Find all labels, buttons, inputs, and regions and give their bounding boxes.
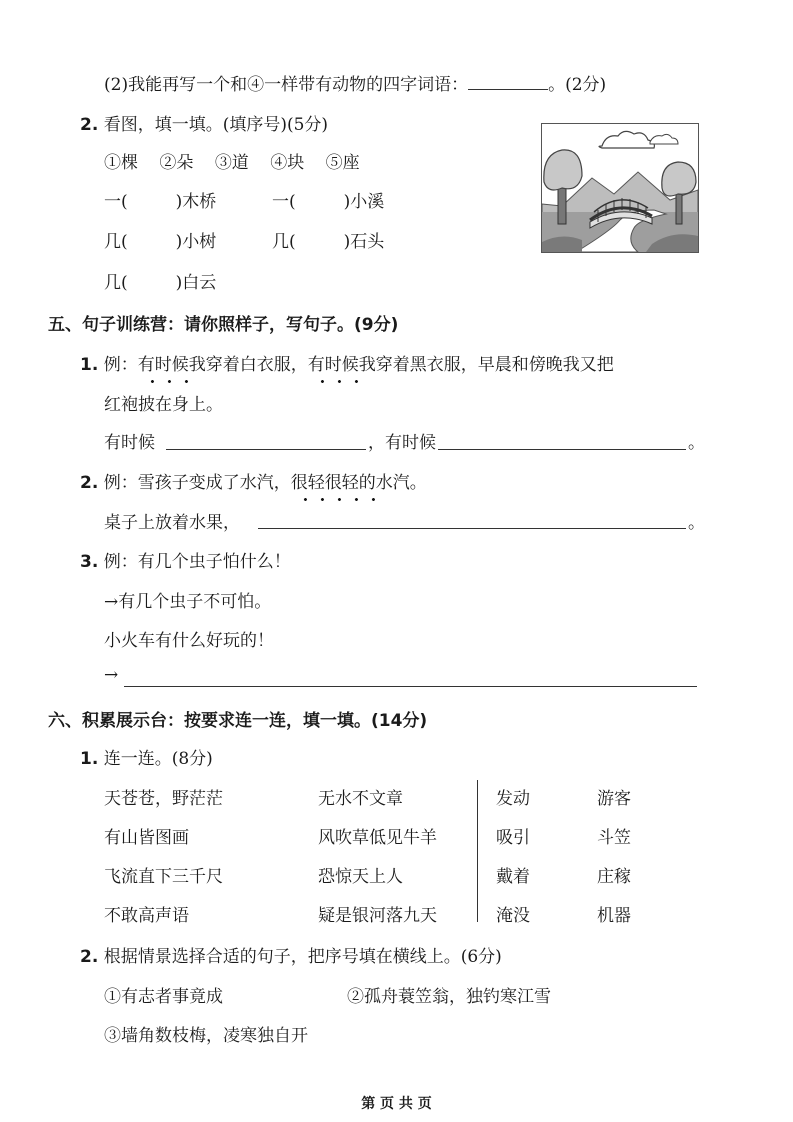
q2-option-2: ②朵 bbox=[159, 153, 194, 173]
q2-option-3: ③道 bbox=[214, 153, 249, 173]
p6-q1-title-line bbox=[80, 744, 213, 769]
q2-row2-left-open: 几( bbox=[104, 232, 128, 252]
p5-q1-mid-1: 我穿着白衣服， bbox=[188, 355, 308, 375]
q2-row1-left-word: )木桥 bbox=[175, 192, 217, 212]
column-divider bbox=[477, 780, 478, 922]
p5-q2-answer-line[interactable] bbox=[258, 528, 686, 529]
p6-col3-item-4[interactable]: 淹没 bbox=[496, 906, 530, 926]
q2-row-1a bbox=[104, 187, 216, 212]
p6-q2-title: 根据情景选择合适的句子，把序号填在横线上。(6分) bbox=[103, 947, 502, 967]
p6-col3-item-2[interactable]: 吸引 bbox=[496, 828, 530, 848]
q2-options bbox=[104, 148, 360, 173]
p5-q1-dotted-1: 有时候 bbox=[137, 355, 189, 375]
q1-2-end: 。(2分) bbox=[548, 75, 607, 95]
q2-title: 看图，填一填。(填序号)(5分) bbox=[103, 115, 329, 135]
p6-col1-item-4[interactable]: 不敢高声语 bbox=[104, 906, 189, 926]
q2-number: 2. bbox=[80, 115, 99, 135]
p5-q1-answer-line-1[interactable] bbox=[166, 449, 366, 450]
p5-q1-line1 bbox=[80, 350, 614, 375]
p5-q1-number: 1. bbox=[80, 355, 99, 375]
p6-q2-option-1: ①有志者事竟成 bbox=[104, 987, 223, 1007]
p5-q2-number: 2. bbox=[80, 473, 99, 493]
p6-q2-option-3: ③墙角数枝梅，凌寒独自开 bbox=[104, 1026, 308, 1046]
p5-q1-mid-2: 我穿着黑衣服，早晨和傍晚我又把 bbox=[358, 355, 614, 375]
p5-q2-fill: 桌子上放着水果， bbox=[104, 513, 240, 533]
p5-q3-arrow: → bbox=[104, 665, 119, 685]
q2-row2-left-word: )小树 bbox=[175, 232, 217, 252]
p6-col4-item-3[interactable]: 庄稼 bbox=[597, 867, 631, 887]
p5-q2-line bbox=[80, 468, 427, 493]
q2-title-line bbox=[80, 110, 328, 135]
p6-col3-item-1[interactable]: 发动 bbox=[496, 789, 530, 809]
q2-row1-right-word: )小溪 bbox=[343, 192, 385, 212]
p5-q2-dotted: 很轻很轻的 bbox=[290, 473, 376, 493]
p5-q1-fill-end: 。 bbox=[688, 433, 705, 453]
q2-option-5: ⑤座 bbox=[325, 153, 360, 173]
q2-row1-right-open: 一( bbox=[272, 192, 296, 212]
q1-2-text: (2)我能再写一个和④一样带有动物的四字词语： bbox=[104, 75, 469, 95]
q2-row-2b bbox=[272, 227, 384, 252]
p5-q2-fill-end: 。 bbox=[688, 513, 705, 533]
p6-col2-item-3[interactable]: 恐惊天上人 bbox=[318, 867, 403, 887]
p5-q3-answer-line[interactable] bbox=[124, 686, 697, 687]
q1-2-line bbox=[104, 70, 606, 95]
p5-q1-answer-line-2[interactable] bbox=[438, 449, 686, 450]
p6-col2-item-2[interactable]: 风吹草低见牛羊 bbox=[318, 828, 437, 848]
q2-row-1b bbox=[272, 187, 384, 212]
p5-q3-line1 bbox=[80, 547, 291, 572]
q2-row-2a bbox=[104, 227, 216, 252]
p5-q1-fill-b: ，有时候 bbox=[368, 433, 436, 453]
p6-col1-item-1[interactable]: 天苍苍，野茫茫 bbox=[104, 789, 223, 809]
q2-option-1: ①棵 bbox=[104, 153, 138, 173]
p6-col1-item-2[interactable]: 有山皆图画 bbox=[104, 828, 189, 848]
q2-row2-right-word: )石头 bbox=[343, 232, 385, 252]
p5-q3-number: 3. bbox=[80, 552, 99, 572]
p6-q1-number: 1. bbox=[80, 749, 99, 769]
p6-q2-number: 2. bbox=[80, 947, 99, 967]
bridge-landscape-illustration bbox=[541, 123, 699, 253]
p6-col4-item-1[interactable]: 游客 bbox=[597, 789, 631, 809]
p5-q2-post: 水汽。 bbox=[375, 473, 427, 493]
q2-row1-left-open: 一( bbox=[104, 192, 128, 212]
p6-col2-item-1[interactable]: 无水不文章 bbox=[318, 789, 403, 809]
part5-header: 五、句子训练营：请你照样子，写句子。(9分) bbox=[48, 315, 399, 335]
p6-q2-option-2: ②孤舟蓑笠翁，独钓寒江雪 bbox=[347, 987, 551, 1007]
p5-q1-prefix: 例： bbox=[103, 355, 138, 375]
q2-row3-left-word: )白云 bbox=[175, 273, 217, 293]
p5-q1-line2: 红袍披在身上。 bbox=[104, 395, 223, 415]
p5-q1-dotted-2: 有时候 bbox=[307, 355, 359, 375]
bridge-landscape-icon bbox=[542, 124, 698, 252]
p6-col4-item-2[interactable]: 斗笠 bbox=[597, 828, 631, 848]
p6-q2-title-line bbox=[80, 942, 502, 967]
p5-q3-example: 例：有几个虫子怕什么！ bbox=[103, 552, 291, 572]
p6-col4-item-4[interactable]: 机器 bbox=[597, 906, 631, 926]
q2-row-3a bbox=[104, 268, 216, 293]
page-footer: 第 页 共 页 bbox=[361, 1096, 432, 1112]
part6-header: 六、积累展示台：按要求连一连，填一填。(14分) bbox=[48, 711, 428, 731]
p6-col1-item-3[interactable]: 飞流直下三千尺 bbox=[104, 867, 223, 887]
q2-row3-left-open: 几( bbox=[104, 273, 128, 293]
p5-q2-prefix: 例：雪孩子变成了水汽， bbox=[103, 473, 291, 493]
p5-q1-fill-a: 有时候 bbox=[104, 433, 155, 453]
p6-q1-title: 连一连。(8分) bbox=[103, 749, 213, 769]
q2-option-4: ④块 bbox=[270, 153, 305, 173]
p5-q3-question: 小火车有什么好玩的！ bbox=[104, 631, 274, 651]
p5-q3-example-answer: →有几个虫子不可怕。 bbox=[104, 592, 272, 612]
p6-col3-item-3[interactable]: 戴着 bbox=[496, 867, 530, 887]
q2-row2-right-open: 几( bbox=[272, 232, 296, 252]
q1-2-answer-blank[interactable] bbox=[468, 73, 548, 90]
p6-col2-item-4[interactable]: 疑是银河落九天 bbox=[318, 906, 437, 926]
